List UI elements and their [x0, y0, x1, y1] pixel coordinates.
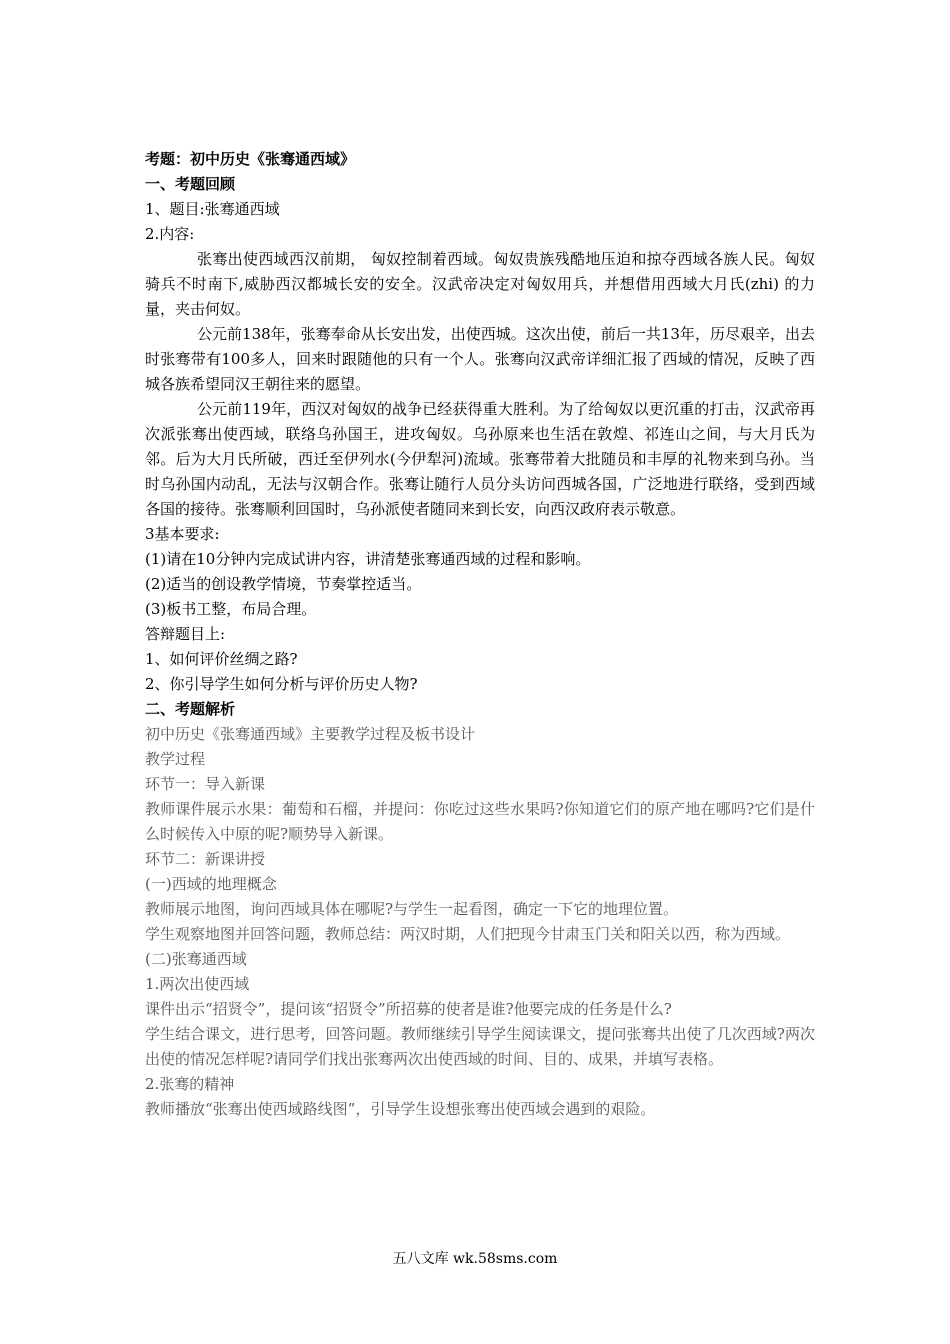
step2-line: 环节二：新课讲授	[145, 850, 266, 868]
content-paragraph-3: 公元前119年，西汉对匈奴的战争已经获得重大胜利。为了给匈奴以更沉重的打击，汉武帝再次派张骞出使西域，联络乌孙国王，进攻匈奴。乌孙原来也生活在敦煌、祁连山之间，与大月氏为邻。后为大月氏所破，西迁至伊列水(今伊犁河)流域。张骞带着大批随员和丰厚的礼物来到乌孙。当时乌孙国内动乱，无法与汉朝合作。张骞让随行人员分头访问西城各国，广泛地进行联络，受到西域各国的接待。张骞顺利回国时，乌孙派使者随同来到长安，向西汉政府表示敬意。	[145, 400, 815, 518]
zq-heading: (二)张骞通西域	[145, 950, 247, 968]
requirement-item: (1)请在10分钟内完成试讲内容，讲清楚张骞通西域的过程和影响。	[145, 550, 591, 568]
section2-heading: 二、考题解析	[145, 700, 236, 718]
document-body	[145, 147, 815, 1122]
footer-watermark: 五八文库 wk.58sms.com	[392, 1251, 558, 1267]
geo-paragraph-1: 教师展示地图，询问西域具体在哪呢?与学生一起看图，确定一下它的地理位置。	[145, 900, 679, 918]
requirement-item: (2)适当的创设教学情境，节奏掌控适当。	[145, 575, 422, 593]
analysis-line: 环节一：导入新课	[145, 775, 266, 793]
requirement-item: (3)板书工整，布局合理。	[145, 600, 317, 618]
defense-label: 答辩题目上:	[145, 625, 226, 643]
spirit-heading: 2.张骞的精神	[145, 1075, 235, 1093]
topic-line: 1、题目:张骞通西域	[145, 200, 280, 218]
analysis-line: 初中历史《张骞通西域》主要教学过程及板书设计	[145, 725, 476, 743]
content-paragraph-1: 张骞出使西域西汉前期， 匈奴控制着西域。匈奴贵族残酷地压迫和掠夺西域各族人民。匈奴骑兵不时南下,威胁西汉都城长安的安全。汉武帝决定对匈奴用兵，并想借用西域大月氏(zhi) 的力量，夹击何奴。	[145, 250, 815, 318]
defense-question: 1、如何评价丝绸之路?	[145, 650, 298, 668]
content-label: 2.内容:	[145, 225, 195, 243]
defense-question: 2、你引导学生如何分析与评价历史人物?	[145, 675, 418, 693]
trips-paragraph-2: 学生结合课文，进行思考，回答问题。教师继续引导学生阅读课文，提问张骞共出使了几次西域?两次出使的情况怎样呢?请同学们找出张骞两次出使西域的时间、目的、成果，并填写表格。	[145, 1025, 815, 1068]
geo-heading: (一)西域的地理概念	[145, 875, 277, 893]
exam-title: 考题：初中历史《张骞通西域》	[145, 150, 356, 168]
spirit-paragraph: 教师播放“张骞出使西域路线图”，引导学生设想张骞出使西域会遇到的艰险。	[145, 1100, 656, 1118]
intro-paragraph: 教师课件展示水果：葡萄和石榴，并提问：你吃过这些水果吗?你知道它们的原产地在哪吗?它们是什么时候传入中原的呢?顺势导入新课。	[145, 800, 815, 843]
content-paragraph-2: 公元前138年，张骞奉命从长安出发，出使西城。这次出使，前后一共13年，历尽艰辛，出去时张骞带有100多人，回来时跟随他的只有一个人。张骞向汉武帝详细汇报了西域的情况，反映了西城各族希望同汉王朝往来的愿望。	[145, 325, 815, 393]
section1-heading: 一、考题回顾	[145, 175, 236, 193]
analysis-line: 教学过程	[145, 750, 206, 768]
trips-paragraph-1: 课件出示“招贤令”，提问该“招贤令”所招募的使者是谁?他要完成的任务是什么?	[145, 1000, 672, 1018]
geo-paragraph-2: 学生观察地图并回答问题，教师总结：两汉时期，人们把现今甘肃玉门关和阳关以西，称为西域。	[145, 925, 791, 943]
requirements-label: 3基本要求:	[145, 525, 220, 543]
trips-heading: 1.两次出使西域	[145, 975, 250, 993]
